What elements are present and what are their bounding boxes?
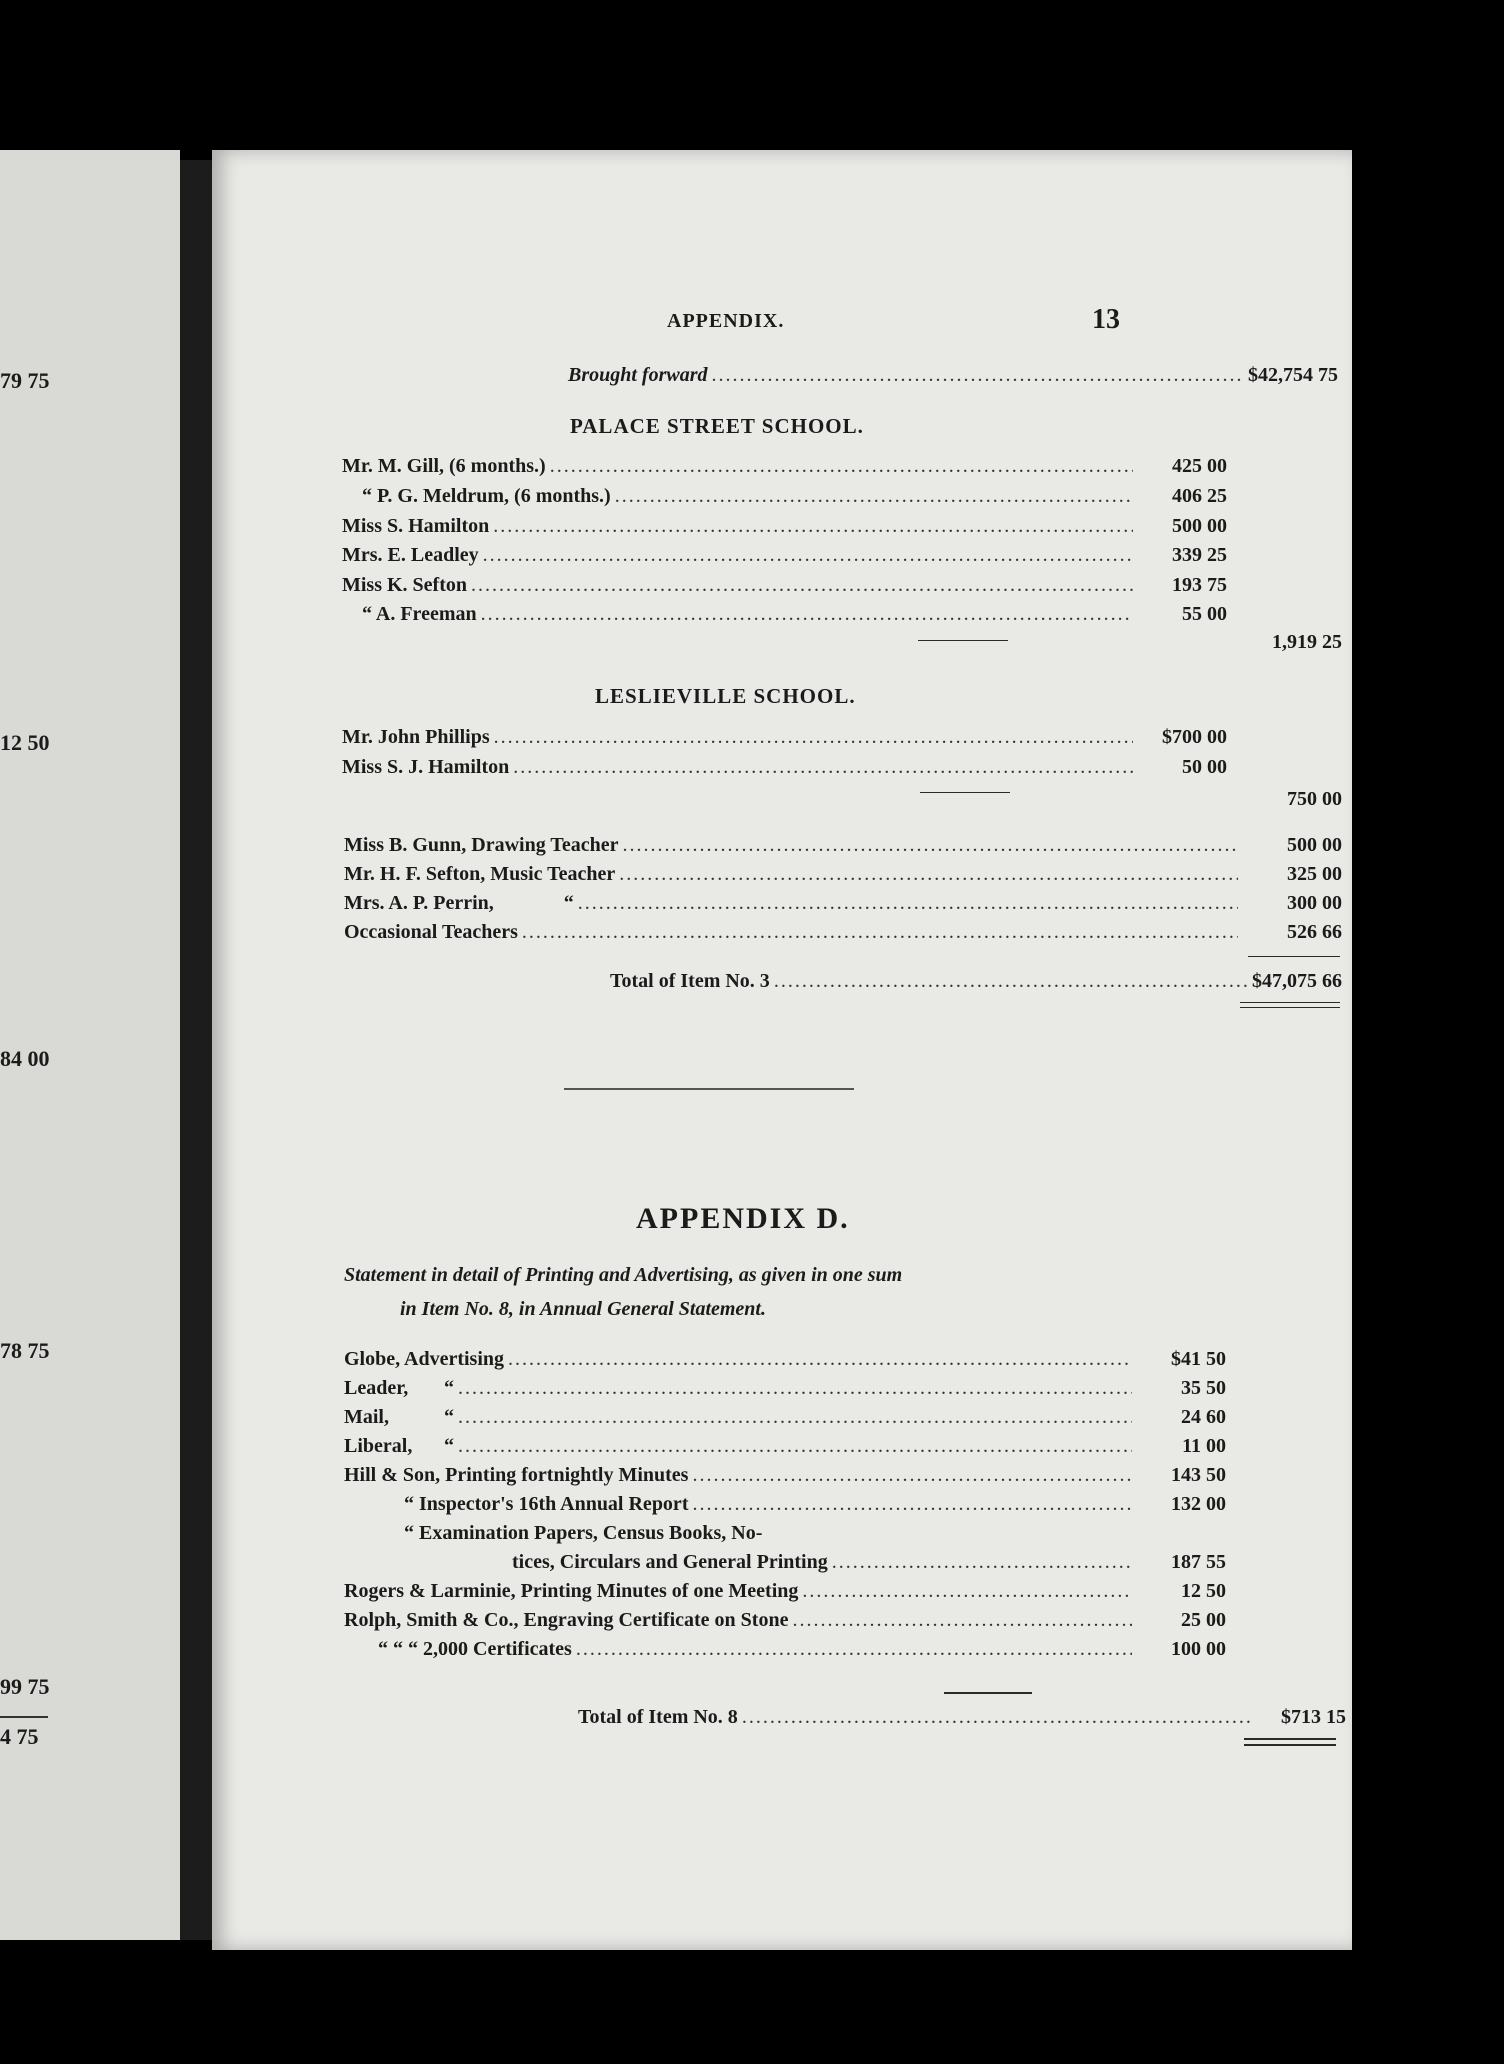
leader-dots xyxy=(493,515,1133,538)
amount: 193 75 xyxy=(1172,574,1227,596)
ledger-row xyxy=(344,1377,1226,1400)
ledger-row xyxy=(344,921,1342,944)
total-label: Total of Item No. 8 xyxy=(578,1706,738,1728)
ledger-row xyxy=(344,834,1342,857)
left-rule xyxy=(0,1716,48,1718)
payee: Occasional Teachers xyxy=(344,921,518,943)
leader-dots xyxy=(458,1435,1132,1458)
ditto-mark: “ xyxy=(444,1406,454,1428)
payee: Globe, Advertising xyxy=(344,1348,505,1370)
amount: 143 50 xyxy=(1171,1464,1226,1486)
payee: Mrs. A. P. Perrin, xyxy=(344,892,494,914)
subtotal-rule xyxy=(920,792,1010,793)
running-header: APPENDIX. xyxy=(667,310,785,332)
leader-dots xyxy=(832,1551,1132,1574)
payee: Miss K. Sefton xyxy=(342,574,467,596)
amount: 526 66 xyxy=(1287,921,1342,943)
amount: 12 50 xyxy=(1181,1580,1226,1602)
ledger-row xyxy=(344,1348,1226,1371)
leader-dots xyxy=(471,574,1133,597)
ledger-row xyxy=(344,1580,1226,1603)
amount: 187 55 xyxy=(1171,1551,1226,1573)
payee: “ Inspector's 16th Annual Report xyxy=(404,1493,689,1515)
leader-dots xyxy=(458,1406,1132,1429)
page xyxy=(212,150,1352,1950)
payee: “ Examination Papers, Census Books, No- xyxy=(404,1522,763,1544)
payee: Mr. M. Gill, (6 months.) xyxy=(342,455,546,477)
leader-dots xyxy=(712,364,1245,387)
leader-dots xyxy=(481,603,1133,626)
leader-dots xyxy=(692,1464,1132,1487)
payee: Miss S. J. Hamilton xyxy=(342,756,510,778)
amount: 425 00 xyxy=(1172,455,1227,477)
section-subtotal: 750 00 xyxy=(1287,788,1342,810)
amount: 100 00 xyxy=(1171,1638,1226,1660)
book-gutter xyxy=(180,160,212,1940)
amount: 24 60 xyxy=(1181,1406,1226,1428)
ledger-row xyxy=(342,603,1227,626)
left-figure: 99 75 xyxy=(0,1674,50,1699)
leader-dots xyxy=(692,1493,1132,1516)
leader-dots xyxy=(792,1609,1132,1632)
left-figure: 84 00 xyxy=(0,1046,50,1071)
previous-page-fragment xyxy=(0,150,180,1940)
page-number: 13 xyxy=(1092,304,1120,335)
amount: $700 00 xyxy=(1162,726,1227,748)
amount: 300 00 xyxy=(1287,892,1342,914)
payee: Mr. H. F. Sefton, Music Teacher xyxy=(344,863,616,885)
amount: 35 50 xyxy=(1181,1377,1226,1399)
payee: Hill & Son, Printing fortnightly Minutes xyxy=(344,1464,689,1486)
leader-dots xyxy=(802,1580,1132,1603)
payee: Leader, xyxy=(344,1377,409,1399)
ledger-row xyxy=(342,485,1227,508)
payee: Mrs. E. Leadley xyxy=(342,544,479,566)
ledger-row xyxy=(342,756,1227,779)
total-label: Total of Item No. 3 xyxy=(610,970,770,992)
payee: Rogers & Larminie, Printing Minutes of one Meeting xyxy=(344,1580,799,1602)
payee: Miss B. Gunn, Drawing Teacher xyxy=(344,834,619,856)
left-figure: 78 75 xyxy=(0,1338,50,1363)
ledger-row xyxy=(344,1522,1226,1545)
ledger-row xyxy=(344,1464,1226,1487)
ledger-row xyxy=(342,544,1227,567)
leader-dots xyxy=(483,544,1133,567)
leader-dots xyxy=(576,1638,1132,1661)
amount: 25 00 xyxy=(1181,1609,1226,1631)
amount: 500 00 xyxy=(1172,515,1227,537)
leader-dots xyxy=(774,970,1248,993)
section-separator xyxy=(564,1088,854,1090)
payee: “ P. G. Meldrum, (6 months.) xyxy=(362,485,611,507)
total-row xyxy=(578,1706,1346,1729)
section-title: PALACE STREET SCHOOL. xyxy=(570,414,864,438)
section-subtotal: 1,919 25 xyxy=(1272,631,1342,653)
payee: “ “ “ 2,000 Certificates xyxy=(378,1638,572,1660)
ledger-row xyxy=(344,1609,1226,1632)
leader-dots xyxy=(615,485,1133,508)
leader-dots xyxy=(513,756,1133,779)
ledger-row xyxy=(344,1435,1226,1458)
leader-dots xyxy=(619,863,1238,886)
amount: 406 25 xyxy=(1172,485,1227,507)
payee: Rolph, Smith & Co., Engraving Certificate on Stone xyxy=(344,1609,789,1631)
ledger-row xyxy=(342,515,1227,538)
subtotal-rule xyxy=(918,640,1008,641)
ledger-row xyxy=(342,574,1227,597)
amount: 50 00 xyxy=(1182,756,1227,778)
leader-dots xyxy=(578,892,1238,915)
ditto-mark: “ xyxy=(563,892,574,914)
amount: 132 00 xyxy=(1171,1493,1226,1515)
total-rule xyxy=(944,1692,1032,1694)
leader-dots xyxy=(522,921,1238,944)
payee: Miss S. Hamilton xyxy=(342,515,490,537)
ditto-mark: “ xyxy=(444,1377,454,1399)
statement-line-1: Statement in detail of Printing and Advertising, as given in one sum xyxy=(344,1264,903,1286)
double-rule xyxy=(1240,1002,1340,1003)
leader-dots xyxy=(508,1348,1132,1371)
amount: 500 00 xyxy=(1287,834,1342,856)
total-rule xyxy=(1248,956,1340,957)
amount: 11 00 xyxy=(1182,1435,1226,1457)
leader-dots xyxy=(622,834,1238,857)
ledger-row xyxy=(342,455,1227,478)
ditto-mark: “ xyxy=(444,1435,454,1457)
double-rule xyxy=(1244,1744,1336,1746)
left-figure: 12 50 xyxy=(0,730,50,755)
amount: $41 50 xyxy=(1171,1348,1226,1370)
brought-forward-label: Brought forward xyxy=(568,364,708,386)
double-rule xyxy=(1244,1738,1336,1740)
appendix-d-title: APPENDIX D. xyxy=(636,1202,850,1235)
payee: “ A. Freeman xyxy=(362,603,477,625)
left-figure: 79 75 xyxy=(0,368,50,393)
ledger-row xyxy=(342,726,1227,749)
payee: Mail, xyxy=(344,1406,389,1428)
ledger-row xyxy=(344,1638,1226,1661)
brought-forward-amount: $42,754 75 xyxy=(1248,364,1338,386)
brought-forward-row xyxy=(568,364,1338,387)
total-amount: $713 15 xyxy=(1281,1706,1346,1728)
amount: 55 00 xyxy=(1182,603,1227,625)
ledger-row xyxy=(344,892,1342,915)
payee: Liberal, xyxy=(344,1435,413,1457)
leader-dots xyxy=(494,726,1133,749)
double-rule xyxy=(1240,1007,1340,1008)
payee: tices, Circulars and General Printing xyxy=(512,1551,828,1573)
leader-dots xyxy=(742,1706,1252,1729)
statement-line-2: in Item No. 8, in Annual General Statement. xyxy=(400,1298,766,1320)
amount: 339 25 xyxy=(1172,544,1227,566)
ledger-row xyxy=(344,1406,1226,1429)
payee: Mr. John Phillips xyxy=(342,726,490,748)
leader-dots xyxy=(458,1377,1132,1400)
section-title: LESLIEVILLE SCHOOL. xyxy=(595,684,856,708)
amount: 325 00 xyxy=(1287,863,1342,885)
ledger-row xyxy=(344,1551,1226,1574)
leader-dots xyxy=(550,455,1133,478)
left-figure: 4 75 xyxy=(0,1724,39,1749)
total-row xyxy=(610,970,1342,993)
ledger-row xyxy=(344,863,1342,886)
ledger-row xyxy=(344,1493,1226,1516)
total-amount: $47,075 66 xyxy=(1252,970,1342,992)
